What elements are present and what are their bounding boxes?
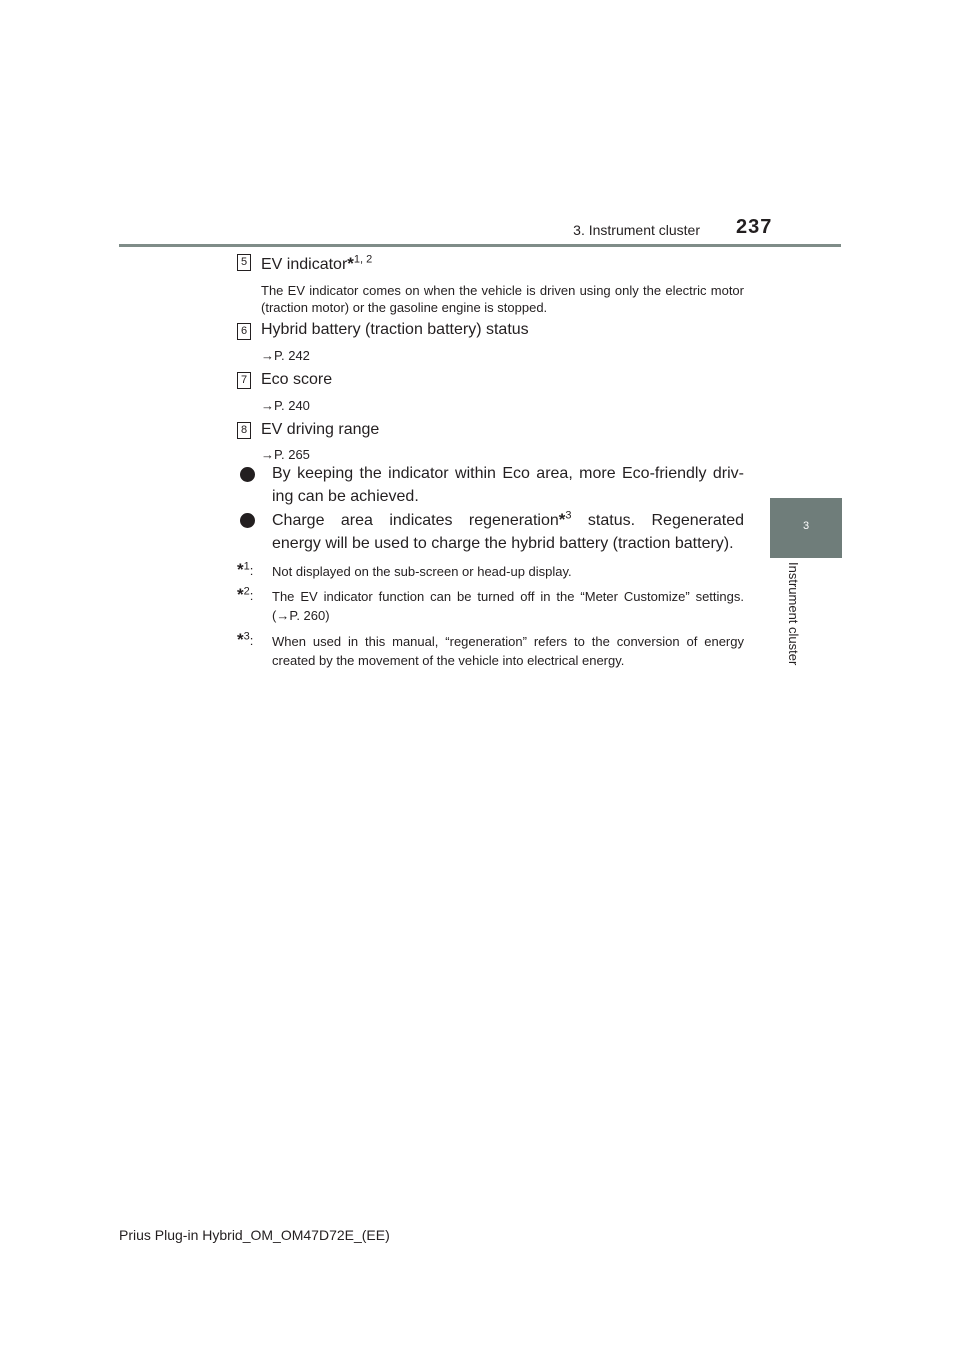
- bullet-line-text: Charge area indicates regeneration: [272, 512, 559, 529]
- footnote-ref: 3: [565, 509, 572, 522]
- header-rule: [119, 244, 841, 247]
- page-reference-link[interactable]: →P. 265: [261, 447, 310, 462]
- footnote-number: 2: [243, 585, 250, 598]
- bullet-dot: [240, 513, 255, 528]
- section-title: 3. Instrument cluster: [573, 222, 700, 238]
- item-number-badge: 5: [237, 254, 251, 271]
- footnote-number: 1: [243, 560, 250, 573]
- bullet-line: By keeping the indicator within Eco area, more Eco-friendly driv-: [272, 465, 744, 482]
- bullet-line: energy will be used to charge the hybrid battery (traction battery).: [272, 535, 734, 552]
- bullet-text: [272, 462, 744, 508]
- footnote-ref: 1, 2: [353, 253, 373, 266]
- item-title-text: EV indicator: [261, 256, 348, 273]
- footnote-asterisk: *: [237, 585, 244, 604]
- item-title-hybrid-battery: Hybrid battery (traction battery) status: [261, 321, 529, 338]
- item-title-ev-driving-range: EV driving range: [261, 421, 380, 438]
- footnote-text: Not displayed on the sub-screen or head-up display.: [272, 564, 572, 579]
- footnote-asterisk: *: [237, 560, 244, 579]
- bullet-text: [272, 508, 744, 555]
- bullet-line-text: status. Regenerated: [571, 512, 745, 529]
- item-description: The EV indicator comes on when the vehicle is driven using only the electric motor (traction motor) or the gasoline engine is stopped.: [261, 283, 744, 315]
- footnote-asterisk: *: [558, 510, 566, 529]
- item-number-badge: 6: [237, 323, 251, 340]
- chapter-number: 3: [802, 520, 810, 532]
- footnote-mark: *$^2$:: [237, 585, 254, 604]
- item-title-eco-score: Eco score: [261, 371, 333, 388]
- chapter-label: Instrument cluster: [786, 562, 801, 666]
- page-reference-link[interactable]: →P. 242: [261, 348, 310, 363]
- footnote-text: When used in this manual, “regeneration” refers to the conversion of energy created by the movement of the vehicle into electrical energy.: [272, 634, 744, 668]
- footnote-number: 3: [243, 630, 250, 643]
- footnote-mark: *$^1$:: [237, 560, 254, 579]
- footnote-mark: *$^3$:: [237, 630, 254, 649]
- chapter-tab[interactable]: [770, 498, 842, 558]
- footnote-asterisk: *: [237, 630, 244, 649]
- footnote-asterisk: *: [347, 254, 354, 273]
- page-reference-link[interactable]: →P. 240: [261, 398, 310, 413]
- page-number: 237: [736, 216, 773, 238]
- item-title-ev-indicator: [261, 254, 372, 274]
- footnote-text: The EV indicator function can be turned off in the “Meter Customize” settings. (→P. 260): [272, 589, 744, 623]
- bullet-line: [272, 509, 745, 529]
- item-number-badge: 7: [237, 372, 251, 389]
- bullet-dot: [240, 467, 255, 482]
- bullet-line: ing can be achieved.: [272, 488, 419, 505]
- document-id: Prius Plug-in Hybrid_OM_OM47D72E_(EE): [119, 1227, 390, 1243]
- item-number-badge: 8: [237, 422, 251, 439]
